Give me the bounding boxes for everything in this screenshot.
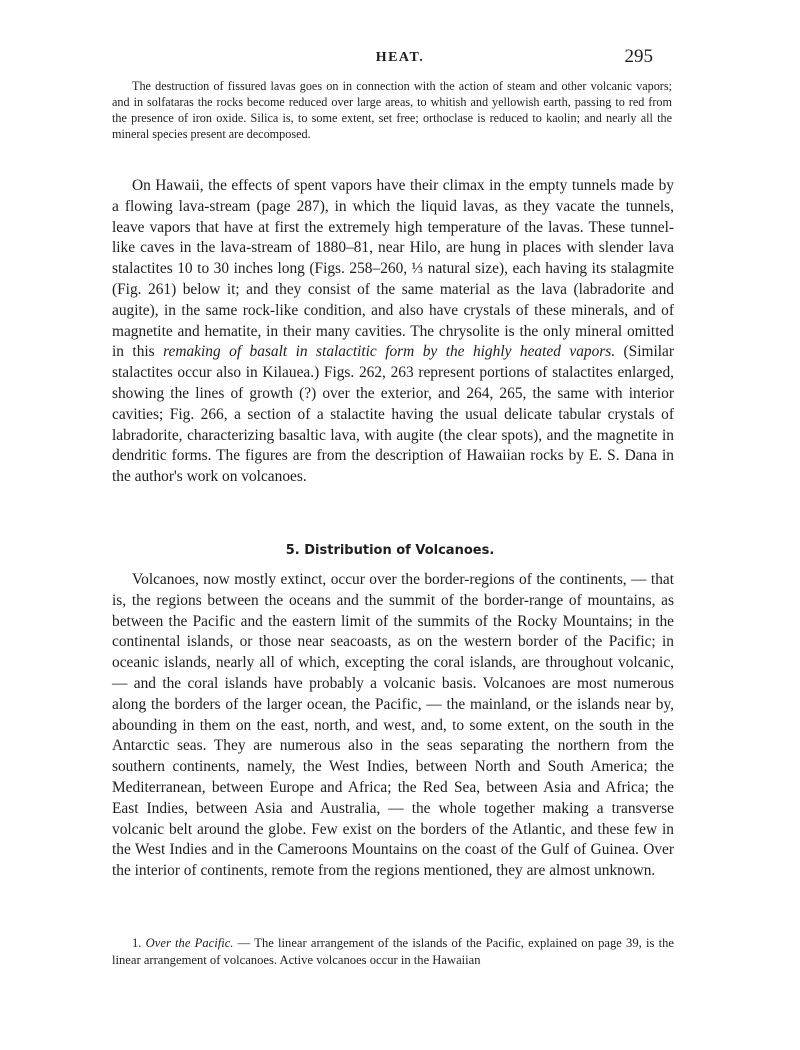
- footnote-text: — The linear arrangement of the islands of the Pacific, explained on page 39, is the linear arrangement of volcanoes. Active volcanoes occur in the Hawaiian: [112, 936, 674, 967]
- running-head-title: HEAT.: [375, 50, 425, 65]
- footnote-label: Over the Pacific.: [145, 936, 234, 950]
- hawaii-paragraph-text-2: (Similar stalactites occur also in Kilauea.) Figs. 262, 263 represent portions of stalactites enlarged, showing the lines of growth (?) over the exterior, and 264, 265, the same with interior cavities; Fig. 266, a section of a stalactite having the usual delicate tabular crystals of labradorite, characterizing basaltic lava, with augite (the clear spots), and the magnetite in dendritic forms. The figures are from the description of Hawaiian rocks by E. S. Dana in the author's work on volcanoes.: [112, 343, 675, 486]
- volcanoes-paragraph: Volcanoes, now mostly extinct, occur over the border-regions of the continents, — that is, the regions between the oceans and the summit of the border-range of mountains, as between the Pacific and the eastern limit of the summits of the Rocky Mountains; in the continental islands, or those near seacoasts, as on the western border of the Pacific; in oceanic islands, nearly all of which, excepting the coral islands, are throughout volcanic, — and the coral islands have probably a volcanic basis. Volcanoes are most numerous along the borders of the larger ocean, the Pacific, — the mainland, or the islands near by, abounding in them on the east, north, and west, and, to some extent, on the south in the Antarctic seas. They are numerous also in the seas separating the northern from the southern continents, namely, the West Indies, between North and South America; the Mediterranean, between Europe and Africa; the Red Sea, between Asia and Africa; the East Indies, between Asia and Australia, — the whole together making a transverse volcanic belt around the globe. Few exist on the borders of the Atlantic, and these few in the West Indies and in the Cameroons Mountains on the coast of the Gulf of Guinea. Over the interior of continents, remote from the regions mentioned, they are almost unknown.: [112, 571, 674, 880]
- hawaii-paragraph-emphasis: remaking of basalt in stalactitic form by the highly heated vapors.: [163, 343, 616, 361]
- footnote: [112, 935, 674, 969]
- footnote-number: 1.: [132, 936, 142, 950]
- hawaii-paragraph: [112, 176, 674, 488]
- intro-paragraph: The destruction of fissured lavas goes on in connection with the action of steam and other volcanic vapors; and in solfataras the rocks become reduced over large areas, to whitish and yellowish earth, passing to red from the presence of iron oxide. Silica is, to some extent, set free; orthoclase is reduced to kaolin; and nearly all the mineral species present are decomposed.: [112, 79, 672, 141]
- running-head: [0, 46, 800, 78]
- section-heading: 5. Distribution of Volcanoes.: [285, 543, 495, 558]
- hawaii-paragraph-text-1: On Hawaii, the effects of spent vapors have their climax in the empty tunnels made by a flowing lava-stream (page 287), in which the liquid lavas, as they vacate the tunnels, leave vapors that have at first the extremely high temperature of the lavas. These tunnel-like caves in the lava-stream of 1880–81, near Hilo, are hung in places with slender lava stalactites 10 to 30 inches long (Figs. 258–260, ⅓ natural size), each having its stalagmite (Fig. 261) below it; and they consist of the same material as the lava (labradorite and augite), in the same rock-like condition, and also have crystals of these minerals, and of magnetite and hematite, in their many cavities. The chrysolite is the only mineral omitted in this: [112, 177, 674, 361]
- page-number: 295: [624, 46, 653, 67]
